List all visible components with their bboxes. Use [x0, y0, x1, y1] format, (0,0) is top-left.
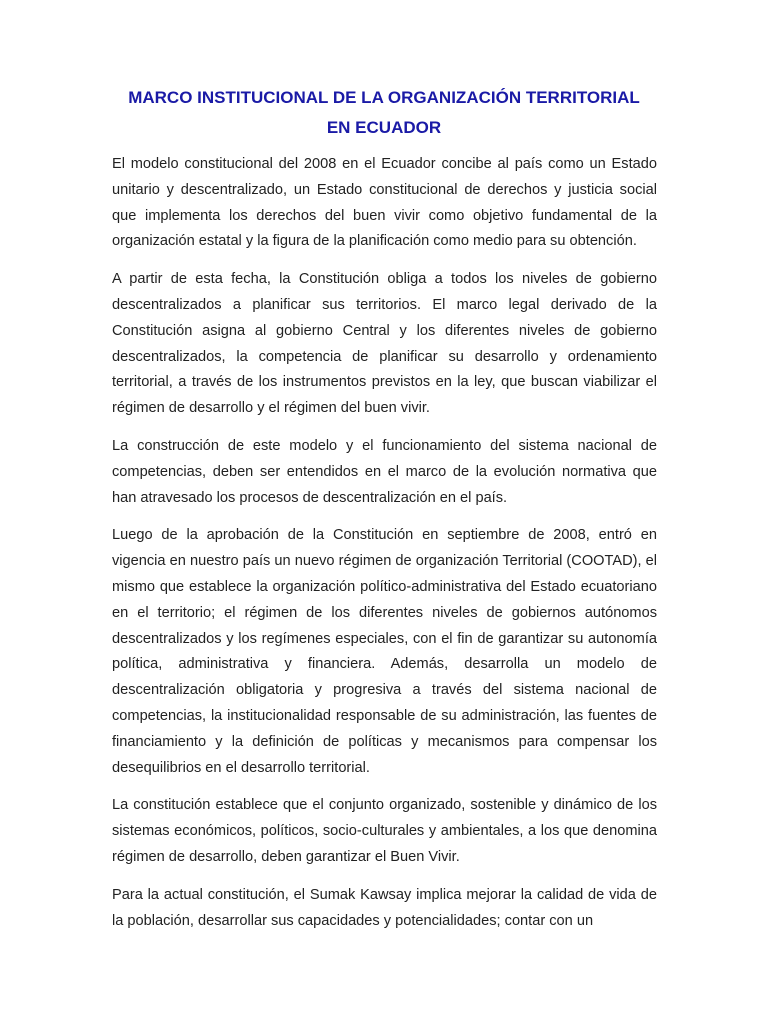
paragraph: La construcción de este modelo y el funcionamiento del sistema nacional de competencias, deben ser entendidos en el marco de la evolución normativa que han atravesado los procesos de descentralización en el país. [112, 437, 657, 506]
document-title-line-2: EN ECUADOR [326, 118, 442, 137]
document-body [112, 152, 657, 946]
paragraph: Para la actual constitución, el Sumak Kawsay implica mejorar la calidad de vida de la población, desarrollar sus capacidades y potencialidades; contar con un [112, 886, 657, 929]
paragraph: La constitución establece que el conjunto organizado, sostenible y dinámico de los sistemas económicos, políticos, socio-culturales y ambientales, a los que denomina régimen de desarrollo, deben garantizar el Buen Vivir. [112, 797, 657, 865]
document-title-line-1: MARCO INSTITUCIONAL DE LA ORGANIZACIÓN TERRITORIAL [128, 88, 640, 107]
paragraph: A partir de esta fecha, la Constitución obliga a todos los niveles de gobierno descentralizados a planificar sus territorios. El marco legal derivado de la Constitución asigna al gobierno Central y los diferentes niveles de gobierno descentralizados, la competencia de planificar su desarrollo y ordenamiento territorial, a través de los instrumentos previstos en la ley, que buscan viabilizar el régimen de desarrollo y el régimen del buen vivir. [112, 271, 657, 417]
paragraph: Luego de la aprobación de la Constitución en septiembre de 2008, entró en vigencia en nuestro país un nuevo régimen de organización Territorial (COOTAD), el mismo que establece la organización político-administrativa del Estado ecuatoriano en el territorio; el régimen de los diferentes niveles de gobiernos autónomos descentralizados y los regímenes especiales, con el fin de garantizar su autonomía política, administrativa y financiera. Además, desarrolla un modelo de descentralización obligatoria y progresiva a través del sistema nacional de competencias, la institucionalidad responsable de su administración, las fuentes de financiamiento y la definición de políticas y mecanismos para compensar los desequilibrios en el desarrollo territorial. [112, 527, 657, 776]
paragraph: El modelo constitucional del 2008 en el Ecuador concibe al país como un Estado unitario y descentralizado, un Estado constitucional de derechos y justicia social que implementa los derechos del buen vivir como objetivo fundamental de la organización estatal y la figura de la planificación como medio para su obtención. [112, 156, 657, 250]
